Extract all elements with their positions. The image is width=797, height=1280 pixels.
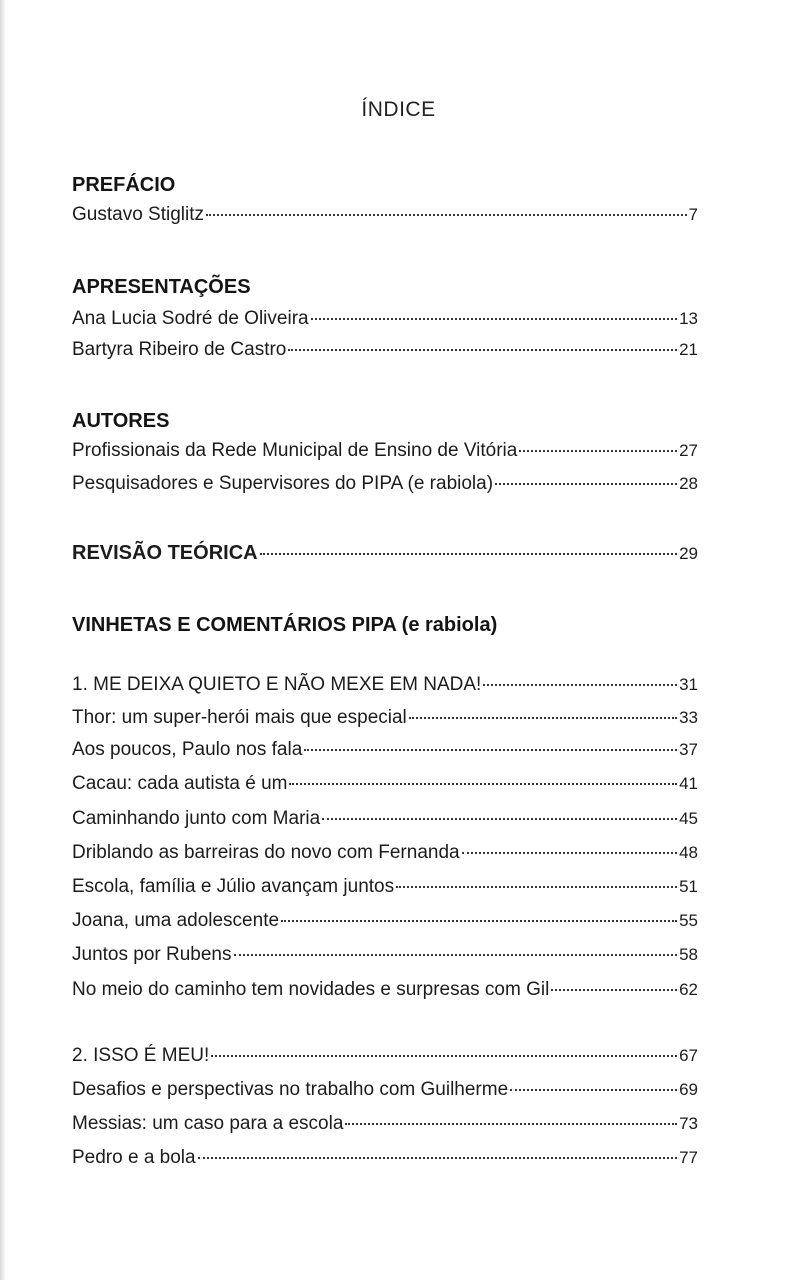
toc-entry: [72, 1147, 698, 1177]
dot-leader: [396, 886, 677, 888]
toc-entry-title: Caminhando junto com Maria: [72, 808, 321, 829]
toc-entry-title: REVISÃO TEÓRICA: [72, 542, 258, 564]
toc-entry: [72, 1113, 698, 1143]
toc-entry-page: 21: [679, 340, 698, 359]
dot-leader: [495, 483, 677, 485]
toc-entry-title: 2. ISSO É MEU!: [72, 1045, 210, 1066]
dot-leader: [322, 818, 677, 820]
toc-entry-page: 73: [679, 1114, 698, 1133]
toc-entry-title: Desafios e perspectivas no trabalho com Guilherme: [72, 1079, 509, 1100]
dot-leader: [198, 1157, 677, 1159]
toc-entry: [72, 979, 698, 1009]
dot-leader: [289, 783, 677, 785]
toc-entry: [72, 1045, 698, 1075]
dot-leader: [304, 749, 677, 751]
toc-entry-page: 7: [688, 205, 698, 224]
toc-entry-page: 45: [679, 809, 698, 828]
section-heading-vinhetas: VINHETAS E COMENTÁRIOS PIPA (e rabiola): [72, 614, 498, 636]
toc-entry: [72, 674, 698, 704]
dot-leader: [234, 954, 678, 956]
dot-leader: [462, 852, 677, 854]
toc-entry-title: Ana Lucia Sodré de Oliveira: [72, 308, 309, 329]
toc-entry: [72, 1079, 698, 1109]
toc-entry-page: 58: [679, 945, 698, 964]
section-heading-apresentacoes: APRESENTAÇÕES: [72, 276, 251, 298]
dot-leader: [288, 349, 677, 351]
toc-entry: [72, 473, 698, 503]
toc-entry-page: 62: [679, 980, 698, 999]
toc-entry-title: Cacau: cada autista é um: [72, 773, 288, 794]
toc-entry-page: 48: [679, 843, 698, 862]
toc-entry-page: 69: [679, 1080, 698, 1099]
toc-entry: [72, 808, 698, 838]
toc-entry-page: 27: [679, 441, 698, 460]
toc-entry: [72, 440, 698, 470]
dot-leader: [311, 318, 677, 320]
toc-entry: [72, 204, 698, 234]
toc-entry-page: 28: [679, 474, 698, 493]
toc-entry-page: 31: [679, 675, 698, 694]
toc-entry-page: 29: [679, 544, 698, 563]
section-heading-prefacio: PREFÁCIO: [72, 174, 176, 196]
toc-entry-title: Joana, uma adolescente: [72, 910, 280, 931]
toc-entry-page: 37: [679, 740, 698, 759]
toc-entry: [72, 308, 698, 338]
toc-entry-title: 1. ME DEIXA QUIETO E NÃO MEXE EM NADA!: [72, 674, 482, 695]
dot-leader: [510, 1089, 677, 1091]
toc-entry-title: Pesquisadores e Supervisores do PIPA (e rabiola): [72, 473, 494, 494]
toc-entry: [72, 707, 698, 737]
toc-entry-title: Gustavo Stiglitz: [72, 204, 204, 225]
dot-leader: [409, 717, 677, 719]
toc-entry: [72, 876, 698, 906]
toc-entry-title: Pedro e a bola: [72, 1147, 196, 1168]
toc-entry-revisao: [72, 542, 698, 572]
toc-entry: [72, 944, 698, 974]
toc-entry-title: Aos poucos, Paulo nos fala: [72, 739, 303, 760]
toc-entry: [72, 739, 698, 769]
dot-leader: [206, 214, 687, 216]
toc-entry-title: Driblando as barreiras do novo com Fernanda: [72, 842, 460, 863]
toc-entry-title: Escola, família e Júlio avançam juntos: [72, 876, 395, 897]
toc-entry: [72, 910, 698, 940]
toc-entry-title: Profissionais da Rede Municipal de Ensino de Vitória: [72, 440, 518, 461]
toc-entry-page: 67: [679, 1046, 698, 1065]
toc-entry-page: 13: [679, 309, 698, 328]
toc-entry-title: Thor: um super-herói mais que especial: [72, 707, 407, 728]
page-edge-shadow: [0, 0, 6, 1280]
toc-entry-title: No meio do caminho tem novidades e surpresas com Gil: [72, 979, 550, 1000]
dot-leader: [551, 989, 677, 991]
toc-entry-title: Bartyra Ribeiro de Castro: [72, 339, 287, 360]
dot-leader: [519, 450, 677, 452]
index-title: ÍNDICE: [361, 98, 436, 121]
dot-leader: [281, 920, 677, 922]
toc-entry-title: Juntos por Rubens: [72, 944, 232, 965]
toc-entry-title: Messias: um caso para a escola: [72, 1113, 344, 1134]
toc-entry-page: 55: [679, 911, 698, 930]
dot-leader: [483, 684, 677, 686]
dot-leader: [260, 553, 678, 555]
toc-entry-page: 41: [679, 774, 698, 793]
toc-entry: [72, 339, 698, 369]
section-heading-autores: AUTORES: [72, 410, 170, 432]
toc-entry: [72, 773, 698, 803]
toc-entry: [72, 842, 698, 872]
toc-entry-page: 51: [679, 877, 698, 896]
toc-entry-page: 33: [679, 708, 698, 727]
toc-entry-page: 77: [679, 1148, 698, 1167]
dot-leader: [345, 1123, 677, 1125]
dot-leader: [211, 1055, 677, 1057]
